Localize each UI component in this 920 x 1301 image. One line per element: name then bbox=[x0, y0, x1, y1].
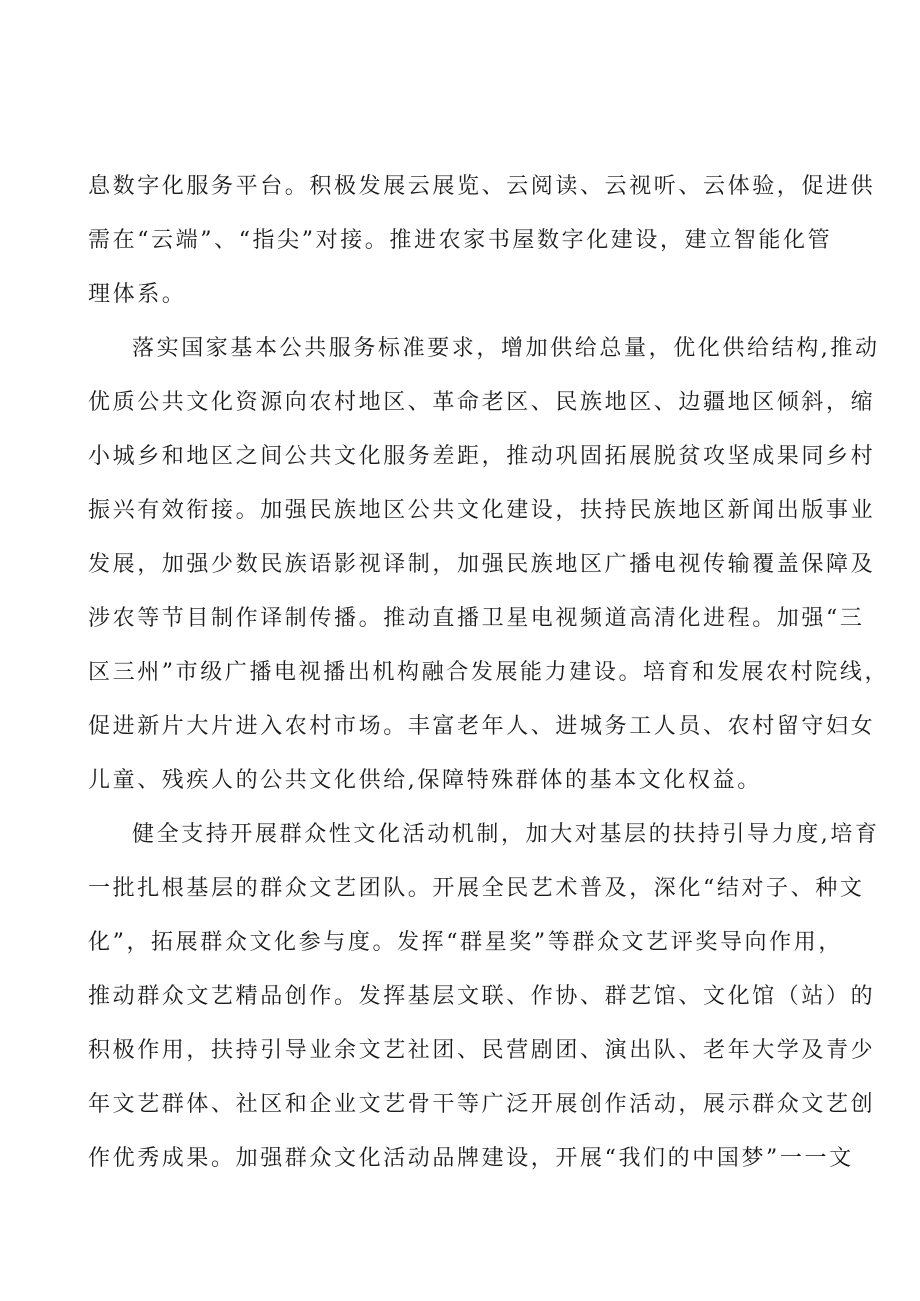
paragraph-line: 需在“云端”、“指尖”对接。推进农家书屋数字化建设，建立智能化管 bbox=[88, 228, 833, 253]
paragraph-line: 优质公共文化资源向农村地区、革命老区、民族地区、边疆地区倾斜，缩 bbox=[88, 390, 876, 415]
paragraph-line: 健全支持开展群众性文化活动机制，加大对基层的扶持引导力度,培育 bbox=[132, 822, 880, 847]
paragraph-line: 积极作用，扶持引导业余文艺社团、民营剧团、演出队、老年大学及青少 bbox=[88, 1038, 876, 1063]
paragraph-line: 促进新片大片进入农村市场。丰富老年人、进城务工人员、农村留守妇女 bbox=[88, 714, 876, 739]
paragraph-line: 推动群众文艺精品创作。发挥基层文联、作协、群艺馆、文化馆（站）的 bbox=[88, 984, 876, 1009]
paragraph-line: 小城乡和地区之间公共文化服务差距，推动巩固拓展脱贫攻坚成果同乡村 bbox=[88, 444, 876, 469]
paragraph-2 bbox=[88, 330, 890, 816]
paragraph-line: 化”，拓展群众文化参与度。发挥“群星奖”等群众文艺评奖导向作用， bbox=[88, 930, 843, 955]
paragraph-line: 区三州”市级广播电视播出机构融合发展能力建设。培育和发展农村院线， bbox=[88, 660, 890, 685]
paragraph-line: 年文艺群体、社区和企业文艺骨干等广泛开展创作活动，展示群众文艺创 bbox=[88, 1092, 876, 1117]
paragraph-1 bbox=[88, 168, 876, 330]
paragraph-line: 一批扎根基层的群众文艺团队。开展全民艺术普及，深化“结对子、种文 bbox=[88, 876, 865, 901]
paragraph-line: 落实国家基本公共服务标准要求，增加供给总量，优化供给结构,推动 bbox=[132, 336, 880, 361]
document-body bbox=[88, 168, 890, 1194]
paragraph-line: 息数字化服务平台。积极发展云展览、云阅读、云视听、云体验，促进供 bbox=[88, 174, 876, 199]
paragraph-line: 作优秀成果。加强群众文化活动品牌建设，开展“我们的中国梦”一一文 bbox=[88, 1146, 854, 1171]
paragraph-line: 振兴有效衔接。加强民族地区公共文化建设，扶持民族地区新闻出版事业 bbox=[88, 498, 876, 523]
paragraph-line: 发展，加强少数民族语影视译制，加强民族地区广播电视传输覆盖保障及 bbox=[88, 552, 876, 577]
paragraph-line: 理体系。 bbox=[88, 282, 187, 307]
paragraph-line: 儿童、残疾人的公共文化供给,保障特殊群体的基本文化权益。 bbox=[88, 768, 762, 793]
paragraph-3 bbox=[88, 816, 880, 1194]
paragraph-line: 涉农等节目制作译制传播。推动直播卫星电视频道高清化进程。加强“三 bbox=[88, 606, 865, 631]
